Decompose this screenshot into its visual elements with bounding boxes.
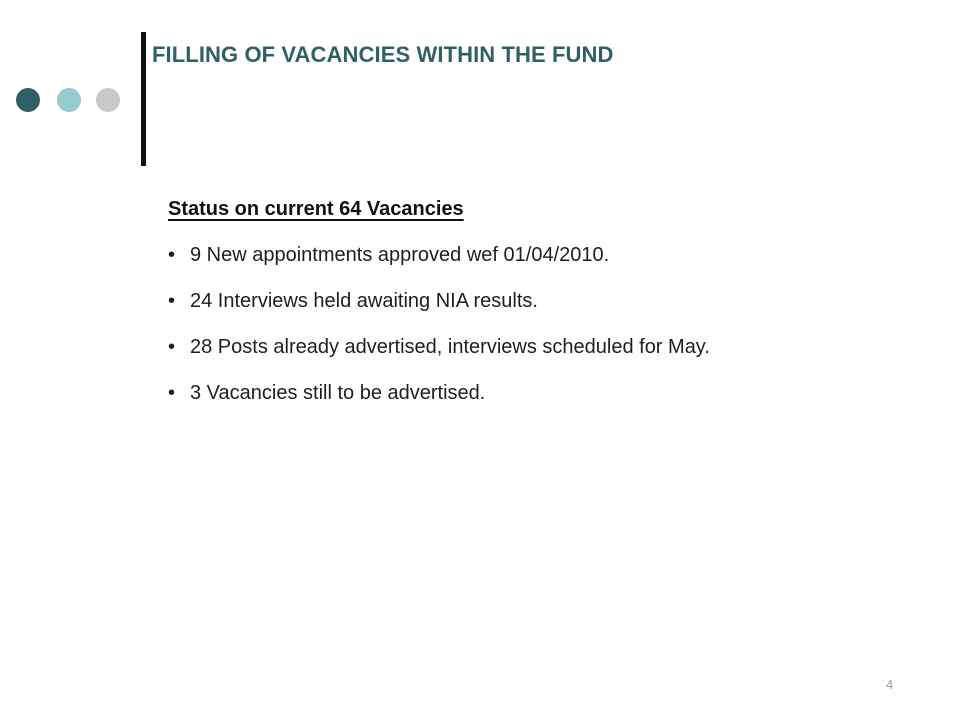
slide-content	[168, 198, 928, 427]
dark-teal-dot-icon	[16, 88, 40, 112]
bullet-dot-icon: •	[168, 382, 176, 404]
bullet-item	[168, 243, 928, 267]
grey-dot-icon	[96, 88, 120, 112]
light-teal-dot-icon	[57, 88, 81, 112]
bullet-item	[168, 335, 928, 359]
slide-subtitle: Status on current 64 Vacancies	[168, 198, 464, 220]
page-number: 4	[886, 677, 894, 692]
bullet-text: 3 Vacancies still to be advertised.	[190, 382, 486, 404]
bullet-dot-icon: •	[168, 290, 176, 312]
bullet-text: 24 Interviews held awaiting NIA results.	[190, 290, 538, 312]
bullet-dot-icon: •	[168, 244, 176, 266]
title-vertical-rule	[141, 32, 146, 166]
bullet-dot-icon: •	[168, 336, 176, 358]
bullet-item	[168, 381, 928, 405]
bullet-text: 9 New appointments approved wef 01/04/2010.	[190, 244, 610, 266]
bullet-item	[168, 289, 928, 313]
slide-title: FILLING OF VACANCIES WITHIN THE FUND	[152, 42, 614, 67]
bullet-list	[168, 243, 928, 405]
bullet-text: 28 Posts already advertised, interviews scheduled for May.	[190, 336, 710, 358]
